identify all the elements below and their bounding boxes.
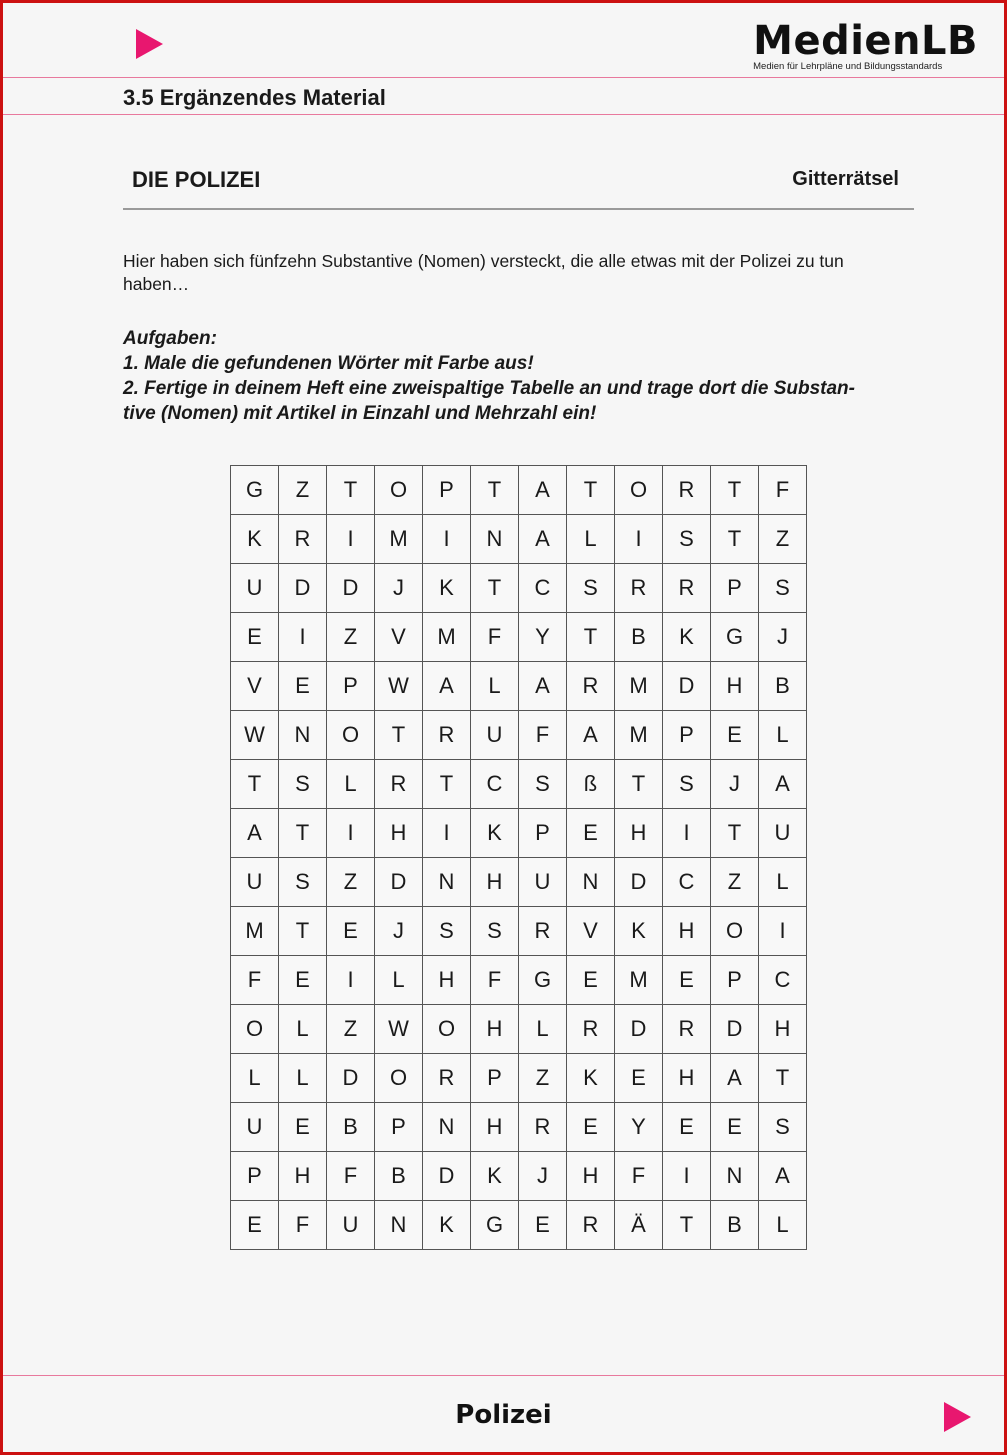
grid-cell[interactable]: S bbox=[663, 515, 711, 564]
grid-cell[interactable]: H bbox=[663, 1054, 711, 1103]
grid-cell[interactable]: S bbox=[279, 858, 327, 907]
grid-cell[interactable]: C bbox=[471, 760, 519, 809]
grid-cell[interactable]: Z bbox=[327, 858, 375, 907]
grid-cell[interactable]: D bbox=[663, 662, 711, 711]
grid-cell[interactable]: S bbox=[423, 907, 471, 956]
grid-cell[interactable]: N bbox=[423, 858, 471, 907]
grid-cell[interactable]: V bbox=[567, 907, 615, 956]
grid-cell[interactable]: F bbox=[519, 711, 567, 760]
grid-cell[interactable]: W bbox=[375, 1005, 423, 1054]
grid-cell[interactable]: P bbox=[471, 1054, 519, 1103]
grid-cell[interactable]: A bbox=[231, 809, 279, 858]
grid-cell[interactable]: O bbox=[375, 466, 423, 515]
grid-row bbox=[231, 613, 807, 662]
grid-row bbox=[231, 760, 807, 809]
grid-cell[interactable]: E bbox=[519, 1201, 567, 1250]
grid-cell[interactable]: B bbox=[375, 1152, 423, 1201]
grid-cell[interactable]: I bbox=[279, 613, 327, 662]
grid-cell[interactable]: C bbox=[519, 564, 567, 613]
grid-cell[interactable]: M bbox=[375, 515, 423, 564]
grid-cell[interactable]: S bbox=[471, 907, 519, 956]
grid-cell[interactable]: T bbox=[759, 1054, 807, 1103]
grid-cell[interactable]: R bbox=[279, 515, 327, 564]
grid-cell[interactable]: K bbox=[423, 1201, 471, 1250]
task-item: tive (Nomen) mit Artikel in Einzahl und Mehrzahl ein! bbox=[123, 403, 597, 424]
grid-cell[interactable]: P bbox=[711, 564, 759, 613]
grid-cell[interactable]: W bbox=[375, 662, 423, 711]
grid-cell[interactable]: S bbox=[759, 564, 807, 613]
grid-cell[interactable]: H bbox=[471, 858, 519, 907]
grid-cell[interactable]: K bbox=[567, 1054, 615, 1103]
grid-cell[interactable]: H bbox=[663, 907, 711, 956]
grid-cell[interactable]: D bbox=[615, 1005, 663, 1054]
grid-cell[interactable]: A bbox=[711, 1054, 759, 1103]
grid-row bbox=[231, 1005, 807, 1054]
grid-cell[interactable]: J bbox=[759, 613, 807, 662]
grid-cell[interactable]: U bbox=[327, 1201, 375, 1250]
grid-cell[interactable]: T bbox=[279, 809, 327, 858]
grid-cell[interactable]: P bbox=[711, 956, 759, 1005]
grid-cell[interactable]: O bbox=[615, 466, 663, 515]
grid-cell[interactable]: H bbox=[471, 1005, 519, 1054]
task-heading: Aufgaben: bbox=[123, 328, 217, 349]
grid-cell[interactable]: K bbox=[231, 515, 279, 564]
word-search-grid bbox=[230, 465, 807, 1250]
title-rule bbox=[123, 208, 914, 210]
grid-cell[interactable]: M bbox=[615, 956, 663, 1005]
grid-cell[interactable]: F bbox=[471, 956, 519, 1005]
grid-cell[interactable]: E bbox=[327, 907, 375, 956]
grid-cell[interactable]: M bbox=[615, 662, 663, 711]
grid-cell[interactable]: R bbox=[519, 1103, 567, 1152]
grid-cell[interactable]: E bbox=[231, 613, 279, 662]
grid-cell[interactable]: I bbox=[759, 907, 807, 956]
grid-cell[interactable]: P bbox=[423, 466, 471, 515]
grid-cell[interactable]: G bbox=[231, 466, 279, 515]
grid-row bbox=[231, 1103, 807, 1152]
grid-cell[interactable]: R bbox=[567, 1005, 615, 1054]
grid-cell[interactable]: U bbox=[231, 858, 279, 907]
grid-cell[interactable]: P bbox=[663, 711, 711, 760]
grid-cell[interactable]: A bbox=[759, 1152, 807, 1201]
grid-cell[interactable]: T bbox=[279, 907, 327, 956]
grid-cell[interactable]: P bbox=[519, 809, 567, 858]
grid-row bbox=[231, 515, 807, 564]
grid-cell[interactable]: I bbox=[327, 515, 375, 564]
grid-cell[interactable]: E bbox=[663, 956, 711, 1005]
grid-cell[interactable]: V bbox=[375, 613, 423, 662]
grid-cell[interactable]: T bbox=[375, 711, 423, 760]
grid-cell[interactable]: T bbox=[711, 466, 759, 515]
grid-cell[interactable]: L bbox=[279, 1054, 327, 1103]
brand-subtitle: Medien für Lehrpläne und Bildungsstandards bbox=[753, 61, 943, 72]
grid-cell[interactable]: A bbox=[519, 466, 567, 515]
document-type: Gitterrätsel bbox=[792, 168, 899, 190]
grid-cell[interactable]: D bbox=[375, 858, 423, 907]
grid-row bbox=[231, 858, 807, 907]
grid-cell[interactable]: Z bbox=[759, 515, 807, 564]
grid-cell[interactable]: E bbox=[615, 1054, 663, 1103]
grid-cell[interactable]: R bbox=[567, 1201, 615, 1250]
brand-name: MedienLB bbox=[753, 18, 978, 64]
grid-cell[interactable]: S bbox=[519, 760, 567, 809]
grid-cell[interactable]: F bbox=[327, 1152, 375, 1201]
grid-cell[interactable]: E bbox=[711, 1103, 759, 1152]
grid-cell[interactable]: T bbox=[567, 466, 615, 515]
grid-cell[interactable]: L bbox=[375, 956, 423, 1005]
grid-cell[interactable]: T bbox=[615, 760, 663, 809]
grid-cell[interactable]: E bbox=[567, 1103, 615, 1152]
grid-cell[interactable]: N bbox=[423, 1103, 471, 1152]
grid-cell[interactable]: C bbox=[759, 956, 807, 1005]
grid-cell[interactable]: R bbox=[615, 564, 663, 613]
document-title: DIE POLIZEI bbox=[132, 167, 261, 192]
grid-cell[interactable]: R bbox=[423, 1054, 471, 1103]
grid-cell[interactable]: S bbox=[279, 760, 327, 809]
grid-cell[interactable]: U bbox=[759, 809, 807, 858]
grid-row bbox=[231, 711, 807, 760]
grid-cell[interactable]: M bbox=[423, 613, 471, 662]
grid-cell[interactable]: Ä bbox=[615, 1201, 663, 1250]
intro-text: Hier haben sich fünfzehn Substantive (Nomen) versteckt, die alle etwas mit der Polizei zu tun haben… bbox=[123, 251, 844, 294]
grid-cell[interactable]: N bbox=[711, 1152, 759, 1201]
grid-cell[interactable]: I bbox=[663, 809, 711, 858]
grid-cell[interactable]: F bbox=[231, 956, 279, 1005]
grid-cell[interactable]: F bbox=[471, 613, 519, 662]
task-item: 2. Fertige in deinem Heft eine zweispaltige Tabelle an und trage dort die Substan- bbox=[123, 378, 855, 399]
grid-cell[interactable]: I bbox=[663, 1152, 711, 1201]
grid-cell[interactable]: N bbox=[567, 858, 615, 907]
grid-cell[interactable]: V bbox=[231, 662, 279, 711]
grid-row bbox=[231, 809, 807, 858]
grid-cell[interactable]: F bbox=[759, 466, 807, 515]
grid-cell[interactable]: I bbox=[423, 809, 471, 858]
grid-cell[interactable]: B bbox=[327, 1103, 375, 1152]
grid-cell[interactable]: N bbox=[375, 1201, 423, 1250]
grid-cell[interactable]: R bbox=[663, 466, 711, 515]
grid-cell[interactable]: J bbox=[375, 907, 423, 956]
grid-cell[interactable]: S bbox=[759, 1103, 807, 1152]
grid-cell[interactable]: F bbox=[615, 1152, 663, 1201]
grid-cell[interactable]: Z bbox=[327, 613, 375, 662]
grid-cell[interactable]: A bbox=[759, 760, 807, 809]
grid-cell[interactable]: Z bbox=[711, 858, 759, 907]
grid-row bbox=[231, 564, 807, 613]
grid-cell[interactable]: R bbox=[375, 760, 423, 809]
grid-cell[interactable]: D bbox=[279, 564, 327, 613]
grid-cell[interactable]: U bbox=[519, 858, 567, 907]
grid-cell[interactable]: K bbox=[471, 1152, 519, 1201]
grid-cell[interactable]: T bbox=[231, 760, 279, 809]
grid-cell[interactable]: H bbox=[615, 809, 663, 858]
grid-cell[interactable]: L bbox=[327, 760, 375, 809]
grid-cell[interactable]: B bbox=[615, 613, 663, 662]
grid-cell[interactable]: R bbox=[423, 711, 471, 760]
grid-cell[interactable]: O bbox=[711, 907, 759, 956]
task-item: 1. Male die gefundenen Wörter mit Farbe aus! bbox=[123, 353, 534, 374]
grid-cell[interactable]: D bbox=[327, 1054, 375, 1103]
grid-cell[interactable]: B bbox=[759, 662, 807, 711]
grid-cell[interactable]: ß bbox=[567, 760, 615, 809]
grid-cell[interactable]: O bbox=[423, 1005, 471, 1054]
grid-cell[interactable]: K bbox=[615, 907, 663, 956]
grid-cell[interactable]: P bbox=[375, 1103, 423, 1152]
grid-cell[interactable]: G bbox=[519, 956, 567, 1005]
grid-row bbox=[231, 466, 807, 515]
grid-cell[interactable]: U bbox=[231, 564, 279, 613]
grid-cell[interactable]: I bbox=[327, 809, 375, 858]
grid-cell[interactable]: M bbox=[231, 907, 279, 956]
grid-cell[interactable]: G bbox=[711, 613, 759, 662]
grid-cell[interactable]: E bbox=[711, 711, 759, 760]
grid-cell[interactable]: J bbox=[375, 564, 423, 613]
grid-cell[interactable]: S bbox=[567, 564, 615, 613]
grid-cell[interactable]: R bbox=[663, 564, 711, 613]
grid-cell[interactable]: A bbox=[567, 711, 615, 760]
grid-cell[interactable]: I bbox=[327, 956, 375, 1005]
grid-cell[interactable]: E bbox=[279, 662, 327, 711]
grid-cell[interactable]: I bbox=[423, 515, 471, 564]
grid-cell[interactable]: E bbox=[279, 1103, 327, 1152]
grid-cell[interactable]: T bbox=[327, 466, 375, 515]
grid-cell[interactable]: H bbox=[759, 1005, 807, 1054]
grid-cell[interactable]: L bbox=[471, 662, 519, 711]
grid-cell[interactable]: U bbox=[471, 711, 519, 760]
grid-cell[interactable]: W bbox=[231, 711, 279, 760]
grid-cell[interactable]: U bbox=[231, 1103, 279, 1152]
grid-cell[interactable]: L bbox=[519, 1005, 567, 1054]
grid-cell[interactable]: A bbox=[423, 662, 471, 711]
grid-cell[interactable]: E bbox=[567, 809, 615, 858]
grid-cell[interactable]: R bbox=[519, 907, 567, 956]
grid-cell[interactable]: T bbox=[471, 564, 519, 613]
grid-cell[interactable]: R bbox=[567, 662, 615, 711]
section-title: 3.5 Ergänzendes Material bbox=[123, 85, 386, 110]
grid-cell[interactable]: H bbox=[375, 809, 423, 858]
grid-cell[interactable]: L bbox=[567, 515, 615, 564]
grid-cell[interactable]: R bbox=[663, 1005, 711, 1054]
grid-cell[interactable]: L bbox=[231, 1054, 279, 1103]
grid-cell[interactable]: Y bbox=[615, 1103, 663, 1152]
grid-cell[interactable]: O bbox=[231, 1005, 279, 1054]
grid-cell[interactable]: T bbox=[711, 515, 759, 564]
grid-cell[interactable]: O bbox=[375, 1054, 423, 1103]
grid-cell[interactable]: I bbox=[615, 515, 663, 564]
grid-row bbox=[231, 956, 807, 1005]
grid-row bbox=[231, 1201, 807, 1250]
grid-cell[interactable]: T bbox=[471, 466, 519, 515]
task-list bbox=[123, 326, 913, 426]
grid-cell[interactable]: D bbox=[327, 564, 375, 613]
play-arrow-icon[interactable] bbox=[136, 29, 163, 59]
grid-cell[interactable]: L bbox=[759, 858, 807, 907]
grid-cell[interactable]: L bbox=[279, 1005, 327, 1054]
grid-cell[interactable]: D bbox=[423, 1152, 471, 1201]
grid-cell[interactable]: H bbox=[279, 1152, 327, 1201]
grid-cell[interactable]: J bbox=[519, 1152, 567, 1201]
grid-cell[interactable]: Z bbox=[519, 1054, 567, 1103]
grid-cell[interactable]: Z bbox=[279, 466, 327, 515]
grid-cell[interactable]: L bbox=[759, 711, 807, 760]
grid-cell[interactable]: E bbox=[231, 1201, 279, 1250]
next-page-arrow-icon[interactable] bbox=[944, 1402, 971, 1432]
grid-cell[interactable]: D bbox=[615, 858, 663, 907]
header-divider bbox=[3, 77, 1004, 78]
grid-cell[interactable]: K bbox=[423, 564, 471, 613]
section-divider bbox=[3, 114, 1004, 115]
grid-cell[interactable]: L bbox=[759, 1201, 807, 1250]
grid-cell[interactable]: T bbox=[663, 1201, 711, 1250]
grid-cell[interactable]: A bbox=[519, 515, 567, 564]
grid-cell[interactable]: D bbox=[711, 1005, 759, 1054]
grid-cell[interactable]: J bbox=[711, 760, 759, 809]
grid-cell[interactable]: H bbox=[567, 1152, 615, 1201]
grid-cell[interactable]: A bbox=[519, 662, 567, 711]
grid-cell[interactable]: P bbox=[327, 662, 375, 711]
grid-cell[interactable]: T bbox=[711, 809, 759, 858]
grid-row bbox=[231, 907, 807, 956]
grid-cell[interactable]: C bbox=[663, 858, 711, 907]
grid-row bbox=[231, 1054, 807, 1103]
grid-cell[interactable]: Y bbox=[519, 613, 567, 662]
grid-cell[interactable]: O bbox=[327, 711, 375, 760]
grid-cell[interactable]: G bbox=[471, 1201, 519, 1250]
grid-cell[interactable]: K bbox=[471, 809, 519, 858]
brand-logo bbox=[753, 18, 978, 72]
grid-cell[interactable]: F bbox=[279, 1201, 327, 1250]
grid-cell[interactable]: E bbox=[279, 956, 327, 1005]
grid-cell[interactable]: H bbox=[711, 662, 759, 711]
footer-divider bbox=[3, 1375, 1004, 1376]
grid-cell[interactable]: E bbox=[663, 1103, 711, 1152]
grid-cell[interactable]: H bbox=[423, 956, 471, 1005]
grid-cell[interactable]: M bbox=[615, 711, 663, 760]
grid-row bbox=[231, 662, 807, 711]
grid-cell[interactable]: T bbox=[423, 760, 471, 809]
grid-cell[interactable]: P bbox=[231, 1152, 279, 1201]
footer-title: Polizei bbox=[455, 1400, 552, 1430]
grid-cell[interactable]: H bbox=[471, 1103, 519, 1152]
grid-cell[interactable]: S bbox=[663, 760, 711, 809]
grid-cell[interactable]: K bbox=[663, 613, 711, 662]
grid-cell[interactable]: N bbox=[279, 711, 327, 760]
grid-cell[interactable]: N bbox=[471, 515, 519, 564]
grid-cell[interactable]: E bbox=[567, 956, 615, 1005]
grid-row bbox=[231, 1152, 807, 1201]
grid-cell[interactable]: B bbox=[711, 1201, 759, 1250]
grid-cell[interactable]: T bbox=[567, 613, 615, 662]
grid-cell[interactable]: Z bbox=[327, 1005, 375, 1054]
